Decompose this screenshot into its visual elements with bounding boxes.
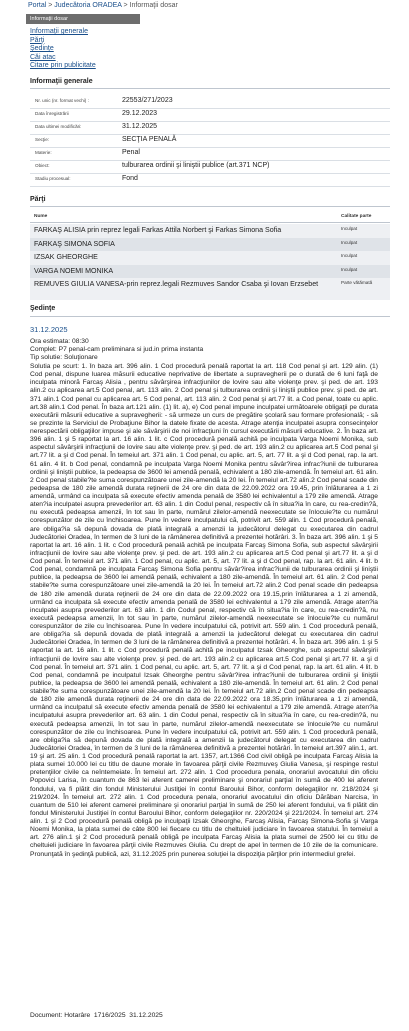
parti-section-title: Părţi — [30, 196, 46, 203]
field-value: 22553/271/2023 — [122, 97, 173, 104]
party-quality: Inculpat — [341, 253, 358, 258]
page — [4, 0, 405, 1019]
general-row-materie — [30, 147, 390, 161]
general-row-nr-unic — [30, 95, 390, 109]
field-value: Fond — [122, 175, 138, 182]
field-label: Secţie: — [35, 137, 50, 142]
nav-link-parti[interactable]: Părţi — [30, 36, 45, 44]
sedinte-section-title: Şedinţe — [30, 305, 56, 312]
field-label: Data ultimei modificări: — [35, 124, 82, 129]
field-value: SECŢIA PENALĂ — [122, 136, 177, 143]
field-value: Penal — [122, 149, 140, 156]
section-nav — [30, 28, 96, 71]
nav-link-sedinte[interactable]: Şedinţe — [30, 45, 54, 52]
field-value: tulburarea ordinii şi liniştii publice (art.371 NCP) — [122, 162, 270, 169]
field-value: 29.12.2023 — [122, 110, 158, 117]
breadcrumb-current: Informaţii dosar — [129, 2, 178, 9]
divider — [30, 316, 390, 317]
general-row-stadiu — [30, 173, 390, 187]
party-name: REMUVES GIULIA VANESA-prin reprez.legali Rezmuves Sandor Csaba şi Iovan Erzsebet — [34, 280, 319, 288]
divider — [30, 88, 390, 89]
general-row-data-inregistrarii — [30, 108, 390, 122]
party-name: FARKAŞ ALISIA prin reprez legali Farkas Attila Norbert şi Farkas Simona Sofia — [34, 226, 282, 234]
party-name: FARKAŞ SIMONA SOFIA — [34, 240, 115, 248]
column-header-name: Nume — [34, 214, 48, 219]
party-row — [30, 238, 390, 252]
tab-informatii-dosar: Informaţii dosar — [26, 14, 140, 24]
general-section-title: Informaţii generale — [30, 78, 93, 85]
party-row — [30, 265, 390, 279]
field-label: Obiect: — [35, 163, 50, 168]
hearing-details: Ora estimata: 08:30 Complet: P7 penal-cam preliminara si jud.in prima instanta Tip solutie: Soluţionare — [30, 338, 204, 362]
hearing-solution-text: Solutia pe scurt: 1. În baza art. 396 alin. 1 Cod procedură penală raportat la art. 118 Cod penal şi art. 129 alin. (1) Cod penal, dispune luarea măsurii educative neprivative de libertate a supravegherii pe o durată de 6 luni faţă de inculpata minoră Farcaş Alisia , pentru săvârşirea infracţiunilor de lovire sau alte violenţe prev. şi ped. de art. 193 alin.2 cu aplicarea art.5 Cod penal, art. 113 alin. 2 Cod penal şi tulburarea ordinii şi liniştii publice prev. şi ped. de art. 371 alin.1 Cod penal cu aplicarea art. 5 Cod penal, art. 113 alin. 2 Cod penal şi art.77 lit. a Cod penal, toate cu aplic. art.38 alin.1 Cod penal. În baza art.121 alin. (1) lit. a), e) Cod penal impune inculpatei următoarele obligaţii pe durata executării măsurii educative a supravegherii: - să urmeze un curs de pregătire şcolară sau formare profesională; - să se prezinte la Serviciul de Probaţiune Bihor la datele fixate de acesta. Atrage atenţia inculpatei asupra consecinţelor nerespectării obligaţiilor impuse şi ale săvârşirii de noi infracţiuni în cursul executării măsurii educative. 2. În baza art. 396 alin. 1 şi 5 raportat la art. 16 alin. 1 lit. c Cod procedură penală achită pe inculpata Varga Noemi Monika, sub aspectul săvârşirii infracţiunii de lovire sau alte violenţe prev. şi ped. de art. 193 alin.2 cu aplicarea art.5 Cod penal şi art.77 lit. a şi d Cod penal. În temeiul art. 371 alin. 1 Cod penal, cu aplic. art. 5, art. 77 lit. a şi d Cod penal, rap. la art. 61 alin. 4 lit. b Cod penal, condamnă pe inculpata Varga Noemi Monika pentru săvâr?irea infrac?iunii de tulburarea ordinii şi liniştii publice, la pedeapsa de 3600 lei amendă penală, echivalent a 180 zile-amendă. În temeiul art. 61 alin. 2 Cod penal stabile?te suma corespunzătoare unei zile-amendă la 20 lei. În temeiul art.72 alin.2 Cod penal scade din pedeapsa de 180 zile amendă durata reţinerii de 24 ore din data de 22.09.2022 ora 19.45, prin înlăturarea a 1 zi amendă, urmând ca inculpata să execute efectiv amenda penală de 3580 lei echivalentul a 179 zile amendă. Atrage aten?ia inculpatei asupra prevederilor art. 63 alin. 1 din Codul penal, respectiv că în situa?ia în care, cu rea-credin?ă, nu execută pedeapsa amenzii, în tot sau în parte, numărul zilelor-amendă neexecutate se înlocuie?te cu numărul corespunzător de zile cu închisoarea. Pune în vedere inculpatului că, potrivit art. 559 alin. 1 Cod procedură penală, are obliga?ia să depună dovada de plată integrală a amenzii la judecătorul delegat cu executarea din cadrul Judecătoriei Oradea, în termen de 3 luni de la rămânerea definitivă a prezentei hotărâri. 3. În baza art. 396 alin. 1 şi 5 raportat la art. 16 alin. 1 lit. c Cod procedură penală achită pe inculpata Farcaş Simona Sofia, sub aspectul săvârşirii infracţiunii de lovire sau alte violenţe prev. şi ped. de art. 193 alin.2 cu aplicarea art.5 Cod penal şi art.77 lit. a şi d Cod penal. În temeiul art. 371 alin. 1 Cod penal, cu aplic. art. 5, art. 77 lit. a şi d Cod penal, rap. la art. 61 alin. 4 lit. b Cod penal, condamnă pe inculpata Farcaş Simona Sofia pentru săvâr?irea infrac?iunii de tulburarea ordinii şi liniştii publice, la pedeapsa de 3600 lei amendă penală, echivalent a 180 zile-amendă. În temeiul art. 61 alin. 2 Cod penal stabile?te suma corespunzătoare unei zile-amendă la 20 lei. În temeiul art.72 alin.2 Cod penal scade din pedeapsa de 180 zile amendă durata reţinerii de 24 ore din data de 22.09.2022 ora 19.15,prin înlăturarea a 1 zi amendă, urmând ca inculpata să execute efectiv amenda penală de 3580 lei echivalentul a 179 zile amendă. Atrage aten?ia inculpatei asupra prevederilor art. 63 alin. 1 din Codul penal, respectiv că în situa?ia în care, cu rea-credin?ă, nu execută pedeapsa amenzii, în tot sau în parte, numărul zilelor-amendă neexecutate se înlocuie?te cu numărul corespunzător de zile cu închisoarea. Pune în vedere inculpatului că, potrivit art. 559 alin. 1 Cod procedură penală, are obliga?ia să depună dovada de plată integrală a amenzii la judecătorul delegat cu executarea din cadrul Judecătoriei Oradea, în termen de 3 luni de la rămânerea definitivă a prezentei hotărâri. 4. În baza art. 396 alin. 1 şi 5 raportat la art. 16 alin. 1 lit. c Cod procedură penală achită pe inculpatul Izsak Gheorghe, sub aspectul săvârşirii infracţiunii de lovire sau alte violenţe prev. şi ped. de art. 193 alin.2 cu aplicarea art.5 Cod penal şi art.77 lit. a şi d Cod penal. În temeiul art. 371 alin. 1 Cod penal, cu aplic. art. 5, art. 77 lit. a şi d Cod penal, rap. la art. 61 alin. 4 lit. b Cod penal, condamnă pe inculpatul Izsak Gheorghe pentru săvâr?irea infrac?iunii de tulburarea ordinii şi liniştii publice, la pedeapsa de 3600 lei amendă penală, echivalent a 180 zile-amendă. În temeiul art. 61 alin. 2 Cod penal stabile?te suma corespunzătoare unei zile-amendă la 20 lei. În temeiul art.72 alin.2 Cod penal scade din pedeapsa de 180 zile amendă durata reţinerii de 24 ore din data de 22.09.2022 ora 18.35,prin înlăturarea a 1 zi amendă, urmând ca inculpatul să execute efectiv amenda penală de 3580 lei echivalentul a 179 zile amendă. Atrage aten?ia inculpatului asupra prevederilor art. 63 alin. 1 din Codul penal, respectiv că în situa?ia în care, cu rea-credin?ă, nu execută pedeapsa amenzii, în tot sau în parte, numărul zilelor-amendă neexecutate se înlocuie?te cu numărul corespunzător de zile cu închisoarea. Pune în vedere inculpatului că, potrivit art. 559 alin. 1 Cod procedură penală, are obliga?ia să depună dovada de plată integrală a amenzii la judecătorul delegat cu executarea din cadrul Judecătoriei Oradea, în termen de 3 luni de la rămânerea definitivă a prezentei hotărâri. În temeiul art.397 alin.1, art. 19 şi art. 25 alin. 1 Cod procedură penală raportat la art. 1357, art.1366 Cod civil obligă pe inculpata Farcaş Alisia la plata sumei 10.000 lei cu titlu de daune morale în favoarea părţii civile Rezmuveş Giulia Vanesa, şi respinge restul pretenţiilor civile ca neîntemeiate. În temeiul art. 272 alin. 1 Cod procedura penala, onorariul avocatului din oficiu Popovici Larisa, în cuantum de 863 lei aferent camerei preliminare şi onorariul parţial în sumă de 400 lei aferent fondului, va fi plătit din fondul Ministerului Justiţiei în contul Baroului Bihor, conform delegaţiilor nr. 218/2024 şi 219/2024. În temeiul art. 272 alin. 1 Cod procedura penala, onorariul avocatului din oficiu Dărăban Narcisa, în cuantum de 510 lei aferent camerei preliminare şi onorariul parţial în sumă de 250 lei aferent fondului, va fi plătit din fondul Ministerului Justiţiei în contul Baroului Bihor, conform delegaţiilor nr. 220/2024 şi 221/2024. În temeiul art. 274 alin. 1 şi 2 Cod procedură penală obligă pe inculpaţii Izsak Gheorghe, Farcaş Alisia, Farcaş Simona-Sofia şi Varga Noemi Monika, la plata sumei de câte 800 lei fiecare cu titlu de cheltuieli judiciare în favoarea statului. În temeiul a art. 276 alin.1 şi 2 Cod procedură penală obligă pe inculpata Farcaş Alisia la plata sumei de 2500 lei cu titlu de cheltuieli judiciare în favoarea părţii civile Rezmuves Giulia. Cu drept de apel în termen de 10 zile de la comunicare. Pronunţată în şedinţă publică, azi, 31.12.2025 prin punerea soluţiei la dispoziţia părţilor prin intermediul grefei. — [30, 363, 378, 858]
general-row-obiect — [30, 160, 390, 174]
hearing-date[interactable]: 31.12.2025 — [30, 325, 68, 334]
nav-link-informatii-generale[interactable]: Informaţii generale — [30, 28, 88, 35]
field-label: Stadiu procesual: — [35, 176, 71, 181]
breadcrumb-court[interactable]: Judecătoria ORADEA — [54, 2, 122, 9]
general-row-data-modificarii — [30, 121, 390, 135]
party-row — [30, 278, 390, 301]
field-value: 31.12.2025 — [122, 123, 158, 130]
party-quality: Parte vătămată — [341, 280, 373, 285]
breadcrumb-separator: > — [46, 2, 55, 9]
general-row-sectie — [30, 134, 390, 148]
breadcrumb-portal[interactable]: Portal — [28, 2, 47, 9]
party-row — [30, 224, 390, 239]
field-label: Nr. unic (nr. format vechi) : — [35, 98, 89, 103]
party-name: IZSAK GHEORGHE — [34, 253, 98, 261]
party-row — [30, 251, 390, 266]
party-quality: Inculpat — [341, 240, 358, 245]
party-name: VARGA NOEMI MONIKA — [34, 267, 114, 275]
field-label: Materie: — [35, 150, 52, 155]
party-quality: Inculpat — [341, 226, 358, 231]
breadcrumb-separator: > — [121, 2, 130, 9]
column-header-quality: Calitate parte — [341, 214, 372, 219]
breadcrumb — [4, 0, 405, 12]
divider — [30, 206, 390, 207]
hearing-document: Document: Hotarâre 1716/2025 31.12.2025 — [30, 1012, 163, 1019]
nav-link-cai-atac[interactable]: Căi atac — [30, 53, 56, 61]
parti-table-header — [30, 212, 390, 223]
field-label: Data înregistrării — [35, 111, 69, 116]
party-quality: Inculpat — [341, 267, 358, 272]
nav-link-citare[interactable]: Citare prin publicitate — [30, 62, 96, 69]
